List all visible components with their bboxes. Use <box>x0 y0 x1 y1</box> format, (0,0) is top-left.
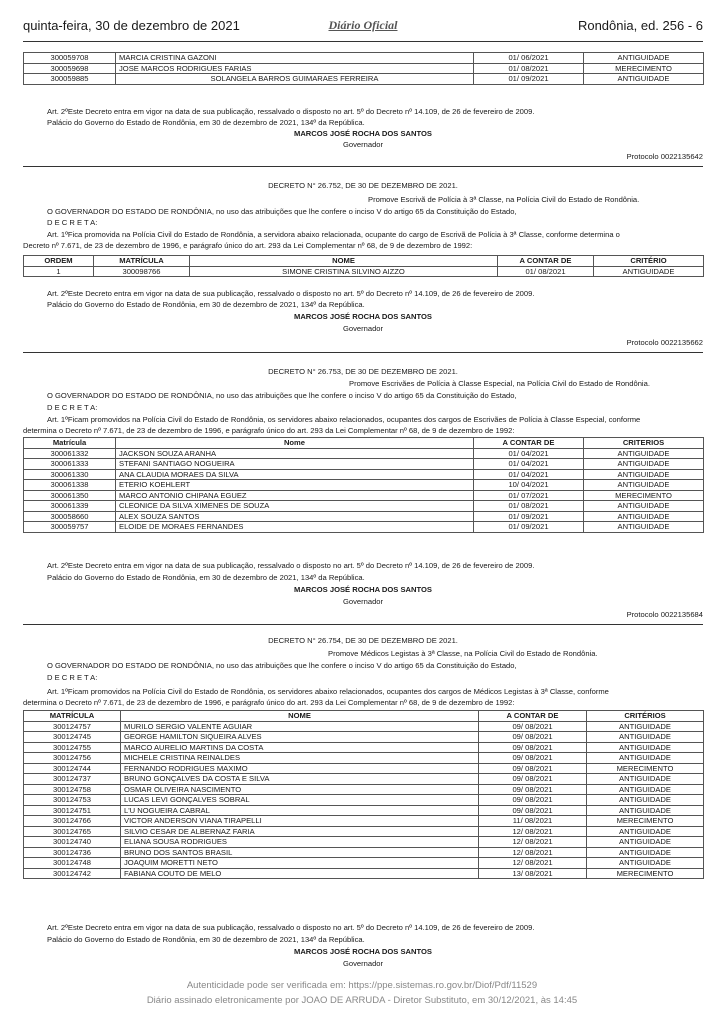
table-row <box>24 459 704 470</box>
table-cell: MARCIA CRISTINA GAZONI <box>116 53 474 64</box>
table-cell: MERECIMENTO <box>587 816 704 827</box>
table-cell: 09/ 08/2021 <box>479 784 587 795</box>
table-cell: MERECIMENTO <box>584 490 704 501</box>
table-cell: ETERIO KOEHLERT <box>116 480 474 491</box>
section-divider <box>23 166 703 167</box>
table-cell: 300124748 <box>24 858 121 869</box>
block1-decreta: D E C R E T A: <box>47 218 98 227</box>
table-cell: LUCAS LEVI GONÇALVES SOBRAL <box>121 795 479 806</box>
table-cell: 1 <box>24 266 94 277</box>
table-cell: 12/ 08/2021 <box>479 837 587 848</box>
table-cell: 300059708 <box>24 53 116 64</box>
block2-art2: Art. 2ºEste Decreto entra em vigor na data de sua publicação, ressalvado o disposto no art. 5º do Decreto nº 14.109, de 26 de fevereiro de 2009. <box>47 561 535 570</box>
table-cell: ANTIGUIDADE <box>584 501 704 512</box>
journal-title: Diário Oficial <box>328 18 398 32</box>
table-cell: ANTIGUIDADE <box>584 522 704 533</box>
table-cell: 300061350 <box>24 490 116 501</box>
table-cell: 300124737 <box>24 774 121 785</box>
table-cell: 300061330 <box>24 469 116 480</box>
table-cell: 300124742 <box>24 868 121 879</box>
table-cell: 01/ 04/2021 <box>474 448 584 459</box>
block2-protocol: Protocolo 0022135684 <box>626 610 703 619</box>
block1-table <box>23 255 704 277</box>
block1-signer: MARCOS JOSÉ ROCHA DOS SANTOS <box>294 312 432 321</box>
block0-role: Governador <box>342 140 384 149</box>
table-cell: ALEX SOUZA SANTOS <box>116 511 474 522</box>
table-cell: FABIANA COUTO DE MELO <box>121 868 479 879</box>
table-cell: BRUNO GONÇALVES DA COSTA E SILVA <box>121 774 479 785</box>
table-cell: 300124755 <box>24 742 121 753</box>
table-row <box>24 826 704 837</box>
table-cell: JOAQUIM MORETTI NETO <box>121 858 479 869</box>
table-cell: SOLANGELA BARROS GUIMARAES FERREIRA <box>116 74 474 85</box>
column-header: NOME <box>190 256 498 267</box>
table-cell: 01/ 09/2021 <box>474 511 584 522</box>
block3-table-wrap <box>23 710 703 879</box>
table-cell: 12/ 08/2021 <box>479 826 587 837</box>
table-cell: ANTIGUIDADE <box>587 837 704 848</box>
block1-title: DECRETO N° 26.752, DE 30 DE DEZEMBRO DE 2021. <box>268 181 458 190</box>
column-header: Matrícula <box>24 438 116 449</box>
block0-table-wrap <box>23 52 703 85</box>
block3-ementa: Promove Médicos Legistas à 3ª Classe, na Polícia Civil do Estado de Rondônia. <box>328 649 598 658</box>
table-cell: 01/ 09/2021 <box>474 74 584 85</box>
table-cell: 09/ 08/2021 <box>479 795 587 806</box>
table-cell: ANTIGUIDADE <box>587 805 704 816</box>
table-row <box>24 816 704 827</box>
table-cell: 10/ 04/2021 <box>474 480 584 491</box>
section-divider <box>23 352 703 353</box>
table-cell: ANA CLAUDIA MORAES DA SILVA <box>116 469 474 480</box>
table-row <box>24 868 704 879</box>
table-cell: 01/ 09/2021 <box>474 522 584 533</box>
table-cell: 300059885 <box>24 74 116 85</box>
table-row <box>24 784 704 795</box>
table-cell: 09/ 08/2021 <box>479 742 587 753</box>
table-cell: MICHELE CRISTINA REINALDES <box>121 753 479 764</box>
table-cell: 01/ 04/2021 <box>474 469 584 480</box>
table-row <box>24 795 704 806</box>
column-header: MATRÍCULA <box>24 711 121 722</box>
table-cell: 09/ 08/2021 <box>479 805 587 816</box>
table-cell: 300124751 <box>24 805 121 816</box>
table-cell: ANTIGUIDADE <box>587 742 704 753</box>
column-header: MATRÍCULA <box>94 256 190 267</box>
table-cell: 300098766 <box>94 266 190 277</box>
column-header: NOME <box>121 711 479 722</box>
table-cell: 01/ 08/2021 <box>474 501 584 512</box>
block1-protocol: Protocolo 0022135662 <box>626 338 703 347</box>
block0-art2: Art. 2ºEste Decreto entra em vigor na data de sua publicação, ressalvado o disposto no art. 5º do Decreto nº 14.109, de 26 de fevereiro de 2009. <box>47 107 535 116</box>
table-cell: 300124740 <box>24 837 121 848</box>
table-cell: MURILO SERGIO VALENTE AGUIAR <box>121 721 479 732</box>
table-cell: ANTIGUIDADE <box>587 774 704 785</box>
table-cell: 300058660 <box>24 511 116 522</box>
table-cell: 01/ 06/2021 <box>474 53 584 64</box>
block3-role: Governador <box>342 959 384 968</box>
block2-signer: MARCOS JOSÉ ROCHA DOS SANTOS <box>294 585 432 594</box>
table-cell: 300059757 <box>24 522 116 533</box>
table-cell: 300124757 <box>24 721 121 732</box>
table-cell: MARCO ANTONIO CHIPANA EGUEZ <box>116 490 474 501</box>
block1-ementa: Promove Escrivã de Polícia à 3ª Classe, na Polícia Civil do Estado de Rondônia. <box>368 195 640 204</box>
block0-signer: MARCOS JOSÉ ROCHA DOS SANTOS <box>294 129 432 138</box>
table-cell: ANTIGUIDADE <box>584 74 704 85</box>
table-cell: ANTIGUIDADE <box>584 469 704 480</box>
table-cell: ANTIGUIDADE <box>584 53 704 64</box>
table-cell: 300061332 <box>24 448 116 459</box>
table-row <box>24 511 704 522</box>
table-cell: SIMONE CRISTINA SILVINO AIZZO <box>190 266 498 277</box>
table-row <box>24 522 704 533</box>
table-cell: 09/ 08/2021 <box>479 753 587 764</box>
table-row <box>24 837 704 848</box>
block1-table-wrap <box>23 255 703 277</box>
table-cell: MERECIMENTO <box>584 63 704 74</box>
table-cell: 300124744 <box>24 763 121 774</box>
column-header: A CONTAR DE <box>474 438 584 449</box>
column-header: CRITERIOS <box>584 438 704 449</box>
column-header: Nome <box>116 438 474 449</box>
table-cell: 01/ 08/2021 <box>474 63 584 74</box>
table-cell: CLEONICE DA SILVA XIMENES DE SOUZA <box>116 501 474 512</box>
table-cell: 300124765 <box>24 826 121 837</box>
table-cell: MERECIMENTO <box>587 868 704 879</box>
column-header: CRITÉRIO <box>594 256 704 267</box>
block3-decreta: D E C R E T A: <box>47 673 98 682</box>
table-cell: ANTIGUIDADE <box>584 480 704 491</box>
table-row <box>24 53 704 64</box>
block3-art2: Art. 2ºEste Decreto entra em vigor na data de sua publicação, ressalvado o disposto no art. 5º do Decreto nº 14.109, de 26 de fevereiro de 2009. <box>47 923 535 932</box>
table-cell: 13/ 08/2021 <box>479 868 587 879</box>
table-cell: 09/ 08/2021 <box>479 763 587 774</box>
table-cell: MARCO AURELIO MARTINS DA COSTA <box>121 742 479 753</box>
table-row <box>24 448 704 459</box>
table-row <box>24 742 704 753</box>
block0-palacio: Palácio do Governo do Estado de Rondônia, em 30 de dezembro de 2021, 134º da República. <box>47 118 365 127</box>
table-cell: STEFANI SANTIAGO NOGUEIRA <box>116 459 474 470</box>
table-cell: ANTIGUIDADE <box>584 448 704 459</box>
table-row <box>24 501 704 512</box>
table-cell: 09/ 08/2021 <box>479 732 587 743</box>
table-cell: ANTIGUIDADE <box>587 753 704 764</box>
table-cell: 09/ 08/2021 <box>479 721 587 732</box>
block1-palacio: Palácio do Governo do Estado de Rondônia, em 30 de dezembro de 2021, 134º da República. <box>47 300 365 309</box>
section-divider <box>23 624 703 625</box>
table-cell: ANTIGUIDADE <box>587 795 704 806</box>
block3-signer: MARCOS JOSÉ ROCHA DOS SANTOS <box>294 947 432 956</box>
footer-authenticity: Autenticidade pode ser verificada em: https://ppe.sistemas.ro.gov.br/Diof/Pdf/11529 <box>186 980 538 991</box>
page-header <box>23 18 703 40</box>
block2-decreta: D E C R E T A: <box>47 403 98 412</box>
block2-table <box>23 437 704 533</box>
table-cell: 300124766 <box>24 816 121 827</box>
block1-art1b: Decreto nº 7.671, de 23 de dezembro de 1996, e parágrafo único do art. 293 da Lei Complementar nº 68, de 9 de dezembro de 1992: <box>23 241 473 250</box>
header-divider <box>23 41 703 42</box>
table-cell: 09/ 08/2021 <box>479 774 587 785</box>
block3-palacio: Palácio do Governo do Estado de Rondônia, em 30 de dezembro de 2021, 134º da República. <box>47 935 365 944</box>
table-row <box>24 63 704 74</box>
block3-intro: O GOVERNADOR DO ESTADO DE RONDÔNIA, no uso das atribuições que lhe confere o inciso V do artigo 65 da Constituição do Estado, <box>47 661 517 670</box>
column-header: A CONTAR DE <box>479 711 587 722</box>
table-cell: L'U NOGUEIRA CABRAL <box>121 805 479 816</box>
table-row <box>24 732 704 743</box>
block3-title: DECRETO N° 26.754, DE 30 DE DEZEMBRO DE 2021. <box>268 636 458 645</box>
block1-art1a: Art. 1ºFica promovida na Polícia Civil do Estado de Rondônia, a servidora abaixo relacionada, ocupante do cargo de Escrivã de Polícia à 3ª Classe, conforme determina o <box>47 230 620 239</box>
table-cell: ELOIDE DE MORAES FERNANDES <box>116 522 474 533</box>
column-header: A CONTAR DE <box>498 256 594 267</box>
block2-ementa: Promove Escrivães de Polícia à Classe Especial, na Polícia Civil do Estado de Rondônia. <box>349 379 650 388</box>
block2-intro: O GOVERNADOR DO ESTADO DE RONDÔNIA, no uso das atribuições que lhe confere o inciso V do artigo 65 da Constituição do Estado, <box>47 391 517 400</box>
column-header: ORDEM <box>24 256 94 267</box>
header-edition: Rondônia, ed. 256 - 6 <box>577 18 703 33</box>
block3-art1b: determina o Decreto nº 7.671, de 23 de dezembro de 1996, e parágrafo único do art. 293 da Lei Complementar nº 68, de 9 de dezembro de 1992: <box>23 698 515 707</box>
table-cell: 01/ 08/2021 <box>498 266 594 277</box>
table-cell: ANTIGUIDADE <box>587 826 704 837</box>
table-cell: ANTIGUIDADE <box>584 459 704 470</box>
table-cell: 300059698 <box>24 63 116 74</box>
table-cell: BRUNO DOS SANTOS BRASIL <box>121 847 479 858</box>
table-cell: ANTIGUIDADE <box>584 511 704 522</box>
table-row <box>24 490 704 501</box>
block2-role: Governador <box>342 597 384 606</box>
table-row <box>24 763 704 774</box>
table-cell: SILVIO CESAR DE ALBERNAZ FARIA <box>121 826 479 837</box>
table-cell: 12/ 08/2021 <box>479 858 587 869</box>
table-cell: FERNANDO RODRIGUES MAXIMO <box>121 763 479 774</box>
table-row <box>24 753 704 764</box>
table-cell: ANTIGUIDADE <box>587 847 704 858</box>
block1-art2: Art. 2ºEste Decreto entra em vigor na data de sua publicação, ressalvado o disposto no art. 5º do Decreto nº 14.109, de 26 de fevereiro de 2009. <box>47 289 535 298</box>
block1-role: Governador <box>342 324 384 333</box>
table-cell: ANTIGUIDADE <box>587 732 704 743</box>
block3-art1a: Art. 1ºFicam promovidos na Polícia Civil do Estado de Rondônia, os servidores abaixo relacionados, ocupantes dos cargos de Médicos Legistas à 3ª Classe, conforme <box>47 687 609 696</box>
table-cell: 300061333 <box>24 459 116 470</box>
table-cell: VICTOR ANDERSON VIANA TIRAPELLI <box>121 816 479 827</box>
block3-table <box>23 710 704 879</box>
table-row <box>24 480 704 491</box>
block1-intro: O GOVERNADOR DO ESTADO DE RONDÔNIA, no uso das atribuições que lhe confere o inciso V do artigo 65 da Constituição do Estado, <box>47 207 517 216</box>
block2-title: DECRETO N° 26.753, DE 30 DE DEZEMBRO DE 2021. <box>268 367 458 376</box>
table-cell: 01/ 07/2021 <box>474 490 584 501</box>
block2-art1a: Art. 1ºFicam promovidos na Polícia Civil do Estado de Rondônia, os servidores abaixo relacionados, ocupantes dos cargos de Escrivães de Polícia à Classe Especial, conforme <box>47 415 641 424</box>
table-row <box>24 266 704 277</box>
table-cell: OSMAR OLIVEIRA NASCIMENTO <box>121 784 479 795</box>
table-cell: ANTIGUIDADE <box>587 784 704 795</box>
table-row <box>24 721 704 732</box>
table-cell: JACKSON SOUZA ARANHA <box>116 448 474 459</box>
table-cell: 300061338 <box>24 480 116 491</box>
table-row <box>24 469 704 480</box>
table-cell: 11/ 08/2021 <box>479 816 587 827</box>
footer-signature: Diário assinado eletronicamente por JOAO DE ARRUDA - Diretor Substituto, em 30/12/2021, às 14:45 <box>146 995 578 1006</box>
table-cell: 300124756 <box>24 753 121 764</box>
table-cell: 12/ 08/2021 <box>479 847 587 858</box>
table-row <box>24 774 704 785</box>
table-cell: 300124736 <box>24 847 121 858</box>
table-cell: 300061339 <box>24 501 116 512</box>
table-cell: ANTIGUIDADE <box>587 721 704 732</box>
table-cell: MERECIMENTO <box>587 763 704 774</box>
block2-palacio: Palácio do Governo do Estado de Rondônia, em 30 de dezembro de 2021, 134º da República. <box>47 573 365 582</box>
header-date: quinta-feira, 30 de dezembro de 2021 <box>23 18 240 33</box>
table-cell: 300124758 <box>24 784 121 795</box>
block0-protocol: Protocolo 0022135642 <box>626 152 703 161</box>
table-row <box>24 847 704 858</box>
table-cell: 01/ 04/2021 <box>474 459 584 470</box>
table-cell: ANTIGUIDADE <box>594 266 704 277</box>
table-cell: ANTIGUIDADE <box>587 858 704 869</box>
block2-table-wrap <box>23 437 703 533</box>
table-row <box>24 74 704 85</box>
table-cell: 300124753 <box>24 795 121 806</box>
table-cell: JOSE MARCOS RODRIGUES FARIAS <box>116 63 474 74</box>
column-header: CRITÉRIOS <box>587 711 704 722</box>
table-row <box>24 858 704 869</box>
block2-art1b: determina o Decreto nº 7.671, de 23 de dezembro de 1996, e parágrafo único do art. 293 da Lei Complementar nº 68, de 9 de dezembro de 1992: <box>23 426 515 435</box>
table-cell: 300124745 <box>24 732 121 743</box>
block0-table <box>23 52 704 85</box>
table-cell: ELIANA SOUSA RODRIGUES <box>121 837 479 848</box>
table-cell: GEORGE HAMILTON SIQUEIRA ALVES <box>121 732 479 743</box>
table-row <box>24 805 704 816</box>
